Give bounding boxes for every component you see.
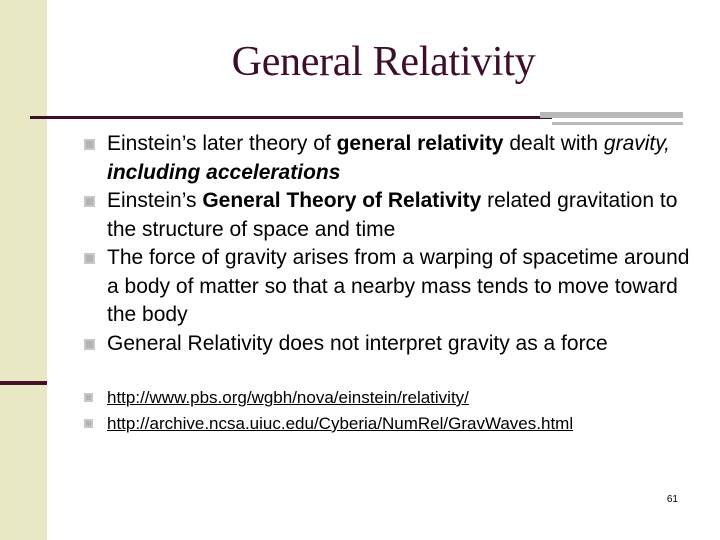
title-underline-accent-lower xyxy=(552,122,683,125)
bullet-list xyxy=(84,130,704,358)
bullet-item xyxy=(84,330,704,359)
square-bullet-icon xyxy=(84,393,93,402)
bullet-text xyxy=(107,332,608,355)
sidebar-accent-line xyxy=(0,381,47,385)
bullet-text-run: related gravitation to the structure of space and time xyxy=(107,189,678,241)
square-bullet-icon xyxy=(84,253,95,264)
square-bullet-icon xyxy=(84,196,95,207)
bullet-item xyxy=(84,244,704,330)
pbs-relativity-link[interactable]: http://www.pbs.org/wgbh/nova/einstein/relativity/ xyxy=(107,388,469,407)
bullet-item xyxy=(84,130,704,187)
bullet-text-run: including accelerations xyxy=(107,160,341,184)
bullet-text xyxy=(107,189,677,241)
square-bullet-icon xyxy=(84,339,95,350)
reference-links xyxy=(84,385,704,437)
link-item xyxy=(84,385,704,411)
bullet-text-run: General Relativity does not interpret gravity as a force xyxy=(107,331,608,355)
bullet-text-run: gravity, xyxy=(603,132,671,155)
title-underline xyxy=(30,116,552,119)
square-bullet-icon xyxy=(84,419,93,428)
page-number: 61 xyxy=(666,494,678,505)
link-item xyxy=(84,411,704,437)
bullet-text-run: dealt with xyxy=(503,132,604,155)
bullet-text xyxy=(107,246,689,326)
bullet-text-run: Einstein’s xyxy=(107,189,203,212)
slide-title: General Relativity xyxy=(231,39,536,85)
left-sidebar-band xyxy=(0,0,47,540)
title-underline-accent xyxy=(540,112,683,118)
bullet-text-run: Einstein’s later theory of xyxy=(107,132,337,155)
bullet-text-run: general relativity xyxy=(336,132,504,155)
bullet-text-run: General Theory of Relativity xyxy=(202,189,482,212)
bullet-text-run: The force of gravity arises from a warping of spacetime around a body of matter so that a nearby mass tends to move toward the body xyxy=(107,246,690,326)
bullet-item xyxy=(84,187,704,244)
ncsa-gravwaves-link[interactable]: http://archive.ncsa.uiuc.edu/Cyberia/NumRel/GravWaves.html xyxy=(107,414,574,433)
square-bullet-icon xyxy=(84,139,95,150)
bullet-text xyxy=(107,132,670,184)
